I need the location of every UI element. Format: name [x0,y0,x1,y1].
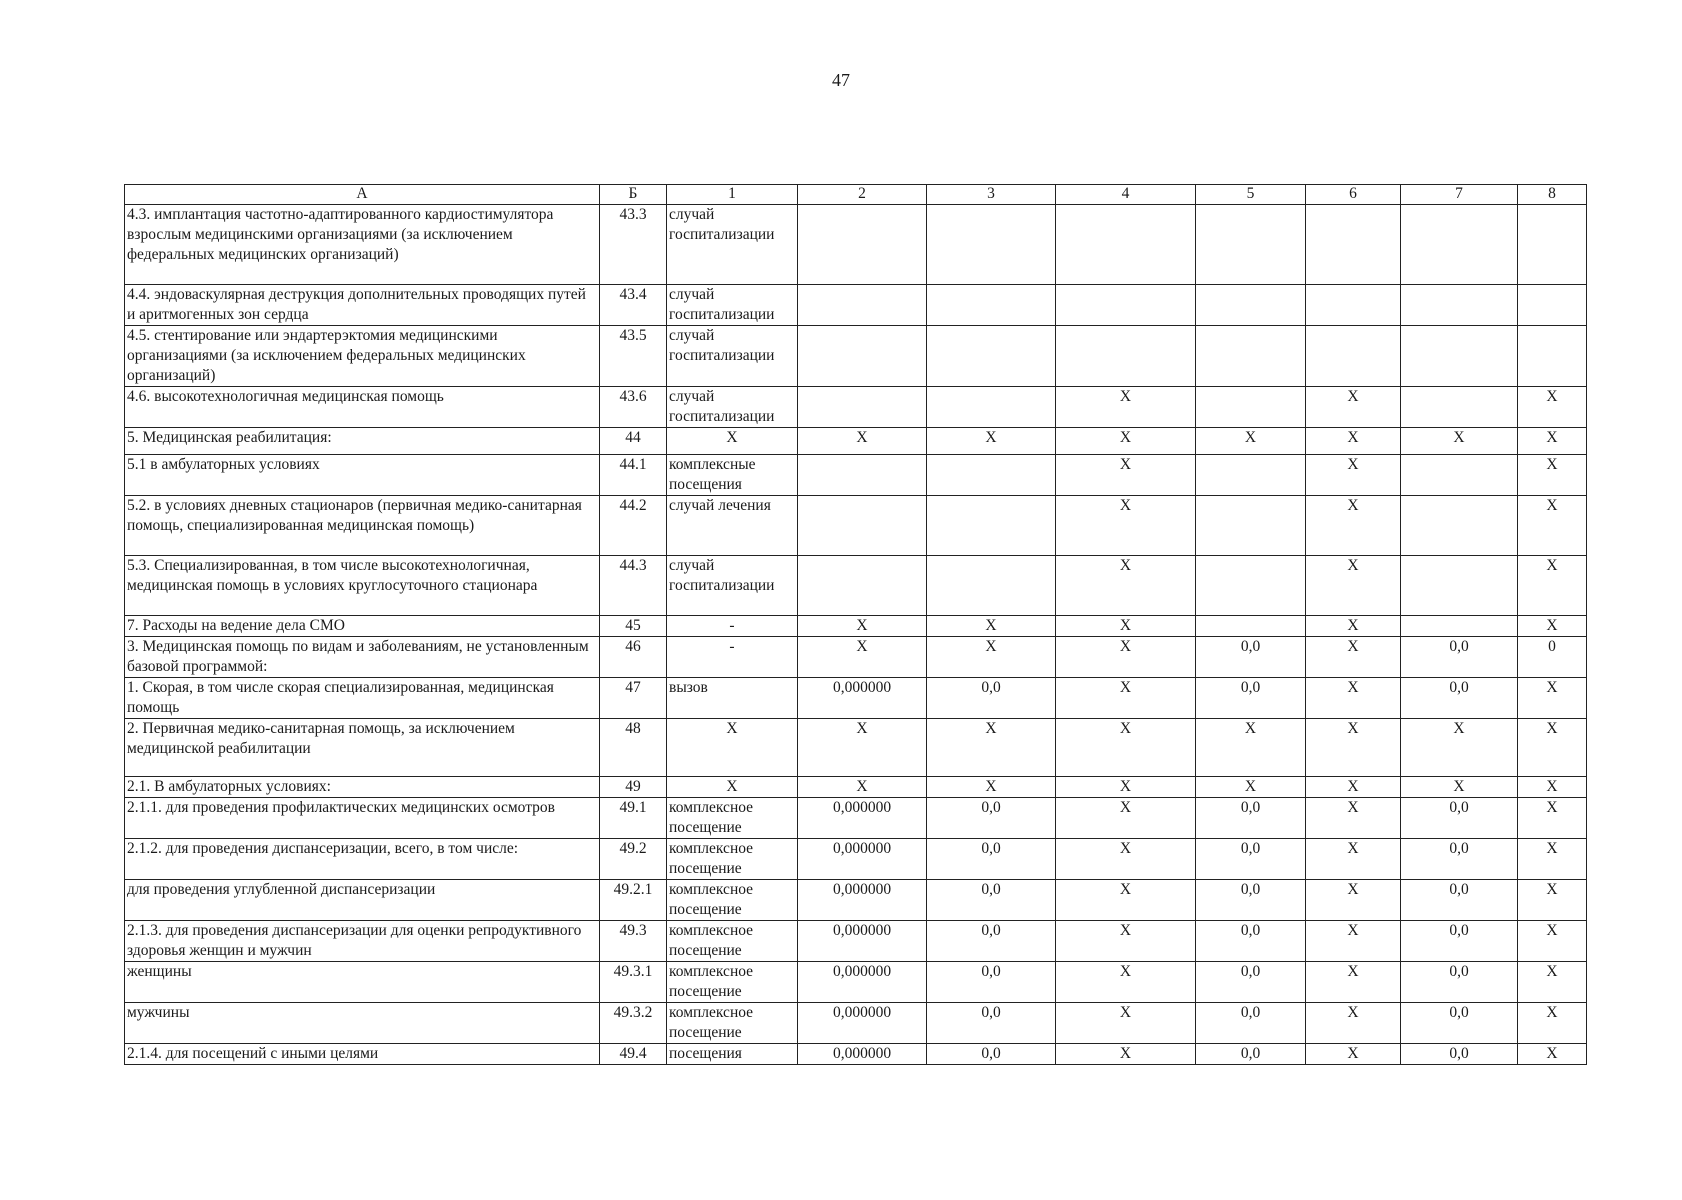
value-cell: 0,000000 [798,1044,927,1065]
value-cell: 0,0 [927,1044,1056,1065]
row-code-cell: 45 [600,616,667,637]
value-cell: X [1518,1044,1587,1065]
value-cell: 0,0 [1401,798,1518,839]
value-cell [1306,285,1401,326]
value-cell: 0,0 [1196,798,1306,839]
value-cell: 0,0 [1196,839,1306,880]
row-unit-cell: комплексные посещения [667,455,798,496]
value-cell: X [1196,777,1306,798]
row-name-cell: 2. Первичная медико-санитарная помощь, за исключением медицинской реабилитации [125,719,600,777]
row-code-cell: 44 [600,428,667,455]
value-cell: X [1518,455,1587,496]
row-unit-cell: посещения [667,1044,798,1065]
value-cell: 0,000000 [798,1003,927,1044]
value-cell: X [1306,839,1401,880]
value-cell [927,556,1056,616]
value-cell [1056,326,1196,387]
column-header: 2 [798,185,927,205]
value-cell: X [1306,678,1401,719]
value-cell [1401,496,1518,556]
value-cell [1518,285,1587,326]
row-name-cell: 2.1.2. для проведения диспансеризации, всего, в том числе: [125,839,600,880]
value-cell: 0,0 [927,678,1056,719]
row-unit-cell: вызов [667,678,798,719]
value-cell [1401,205,1518,285]
row-name-cell: 5. Медицинская реабилитация: [125,428,600,455]
value-cell: 0,000000 [798,880,927,921]
table-row [125,205,1587,285]
value-cell: X [1518,616,1587,637]
value-cell [927,455,1056,496]
row-code-cell: 43.4 [600,285,667,326]
value-cell [1196,616,1306,637]
value-cell: X [1306,637,1401,678]
value-cell [798,205,927,285]
row-unit-cell: комплексное посещение [667,921,798,962]
value-cell: 0,0 [1401,921,1518,962]
value-cell: X [1056,798,1196,839]
value-cell: X [1056,428,1196,455]
row-name-cell: женщины [125,962,600,1003]
row-unit-cell: комплексное посещение [667,1003,798,1044]
value-cell: X [1518,387,1587,428]
row-code-cell: 48 [600,719,667,777]
value-cell [798,285,927,326]
value-cell [1401,326,1518,387]
value-cell: 0,0 [927,921,1056,962]
row-unit-cell: случай госпитализации [667,326,798,387]
value-cell: X [1306,428,1401,455]
table-row [125,616,1587,637]
value-cell: X [927,616,1056,637]
value-cell [1401,455,1518,496]
value-cell: X [798,616,927,637]
value-cell: 0,0 [927,962,1056,1003]
value-cell [1401,556,1518,616]
value-cell [1056,285,1196,326]
row-unit-cell: X [667,719,798,777]
row-unit-cell: случай госпитализации [667,285,798,326]
table-row [125,387,1587,428]
value-cell [927,205,1056,285]
column-header: Б [600,185,667,205]
value-cell: X [1306,921,1401,962]
table-row [125,428,1587,455]
table-row [125,962,1587,1003]
row-name-cell: 7. Расходы на ведение дела СМО [125,616,600,637]
value-cell: X [927,719,1056,777]
table-row [125,921,1587,962]
column-header: 1 [667,185,798,205]
value-cell [927,496,1056,556]
row-unit-cell: комплексное посещение [667,839,798,880]
row-name-cell: 2.1.3. для проведения диспансеризации для оценки репродуктивного здоровья женщин и мужчин [125,921,600,962]
row-name-cell: 1. Скорая, в том числе скорая специализированная, медицинская помощь [125,678,600,719]
value-cell [1306,326,1401,387]
value-cell: X [798,428,927,455]
value-cell: 0,0 [1196,880,1306,921]
value-cell: X [1518,428,1587,455]
value-cell: 0,0 [1196,1003,1306,1044]
value-cell: X [798,777,927,798]
table-body [125,205,1587,1065]
value-cell: 0,0 [927,798,1056,839]
row-code-cell: 44.1 [600,455,667,496]
row-code-cell: 49 [600,777,667,798]
row-name-cell: 4.4. эндоваскулярная деструкция дополнительных проводящих путей и аритмогенных зон сердца [125,285,600,326]
value-cell: 0,000000 [798,839,927,880]
row-code-cell: 49.3.2 [600,1003,667,1044]
value-cell: 0,0 [1196,678,1306,719]
value-cell: 0,000000 [798,962,927,1003]
value-cell: X [1056,719,1196,777]
column-header: 4 [1056,185,1196,205]
value-cell: X [1306,387,1401,428]
value-cell: X [1518,798,1587,839]
value-cell: X [1518,921,1587,962]
column-header: 7 [1401,185,1518,205]
value-cell: 0,0 [1401,678,1518,719]
data-table [124,184,1587,1065]
row-unit-cell: - [667,616,798,637]
table-row [125,798,1587,839]
row-code-cell: 43.3 [600,205,667,285]
row-code-cell: 49.4 [600,1044,667,1065]
row-name-cell: 2.1.1. для проведения профилактических медицинских осмотров [125,798,600,839]
row-code-cell: 49.3 [600,921,667,962]
page-number: 47 [832,70,850,90]
value-cell: X [1056,962,1196,1003]
value-cell [1401,616,1518,637]
row-unit-cell: случай госпитализации [667,556,798,616]
value-cell: X [1518,556,1587,616]
table-row [125,777,1587,798]
value-cell: X [927,428,1056,455]
value-cell: X [1518,839,1587,880]
value-cell: X [1401,777,1518,798]
value-cell: 0,0 [927,880,1056,921]
row-code-cell: 49.1 [600,798,667,839]
column-header: 6 [1306,185,1401,205]
value-cell: X [1518,880,1587,921]
table-row [125,326,1587,387]
value-cell [1196,496,1306,556]
row-name-cell: 4.3. имплантация частотно-адаптированного кардиостимулятора взрослым медицинскими организациями (за исключением федеральных медицинских организаций) [125,205,600,285]
value-cell: X [927,637,1056,678]
value-cell: 0,0 [1401,962,1518,1003]
value-cell [1196,556,1306,616]
row-code-cell: 43.5 [600,326,667,387]
value-cell: X [1306,798,1401,839]
row-unit-cell: X [667,777,798,798]
row-code-cell: 44.2 [600,496,667,556]
row-code-cell: 49.2.1 [600,880,667,921]
value-cell [1401,387,1518,428]
table-row [125,678,1587,719]
value-cell: X [1056,556,1196,616]
value-cell: 0,0 [1196,637,1306,678]
column-header: 5 [1196,185,1306,205]
row-code-cell: 49.3.1 [600,962,667,1003]
value-cell: X [1056,880,1196,921]
value-cell: 0,0 [1196,962,1306,1003]
table-row [125,285,1587,326]
value-cell: 0,0 [1401,637,1518,678]
value-cell [927,326,1056,387]
value-cell [1401,285,1518,326]
value-cell [1518,205,1587,285]
value-cell [798,455,927,496]
value-cell: X [1306,880,1401,921]
row-unit-cell: комплексное посещение [667,880,798,921]
value-cell: 0,0 [927,1003,1056,1044]
value-cell [1518,326,1587,387]
value-cell [798,496,927,556]
value-cell [1196,285,1306,326]
value-cell: X [1056,637,1196,678]
table-row [125,455,1587,496]
value-cell: X [1306,496,1401,556]
value-cell: X [1518,777,1587,798]
row-unit-cell: случай госпитализации [667,387,798,428]
row-unit-cell: - [667,637,798,678]
value-cell: X [1306,556,1401,616]
value-cell [798,387,927,428]
value-cell: X [798,637,927,678]
value-cell: 0,0 [927,839,1056,880]
value-cell: X [1056,496,1196,556]
value-cell: X [1056,777,1196,798]
row-name-cell: мужчины [125,1003,600,1044]
row-name-cell: 5.3. Специализированная, в том числе высокотехнологичная, медицинская помощь в условиях круглосуточного стационара [125,556,600,616]
value-cell: X [1306,1003,1401,1044]
value-cell: X [1056,387,1196,428]
table-row [125,1003,1587,1044]
value-cell: X [1056,839,1196,880]
value-cell: X [1306,616,1401,637]
value-cell: X [1518,496,1587,556]
table-row [125,637,1587,678]
row-name-cell: 3. Медицинская помощь по видам и заболеваниям, не установленным базовой программой: [125,637,600,678]
row-name-cell: для проведения углубленной диспансеризации [125,880,600,921]
value-cell: X [1306,777,1401,798]
value-cell: 0,0 [1401,1044,1518,1065]
row-unit-cell: X [667,428,798,455]
table-row [125,839,1587,880]
row-code-cell: 44.3 [600,556,667,616]
value-cell [1306,205,1401,285]
row-name-cell: 5.2. в условиях дневных стационаров (первичная медико-санитарная помощь, специализированная медицинская помощь) [125,496,600,556]
value-cell: X [927,777,1056,798]
value-cell: 0,0 [1401,839,1518,880]
row-name-cell: 4.5. стентирование или эндартерэктомия медицинскими организациями (за исключением федеральных медицинских организаций) [125,326,600,387]
row-name-cell: 2.1.4. для посещений с иными целями [125,1044,600,1065]
value-cell: 0,0 [1401,880,1518,921]
value-cell [1056,205,1196,285]
row-code-cell: 49.2 [600,839,667,880]
value-cell: X [1518,678,1587,719]
column-header: 3 [927,185,1056,205]
table-row [125,556,1587,616]
value-cell [798,556,927,616]
value-cell: X [1518,1003,1587,1044]
row-code-cell: 47 [600,678,667,719]
value-cell: X [1056,616,1196,637]
row-code-cell: 43.6 [600,387,667,428]
column-header: А [125,185,600,205]
value-cell: 0,0 [1401,1003,1518,1044]
table-row [125,880,1587,921]
row-unit-cell: комплексное посещение [667,798,798,839]
value-cell: X [1056,1044,1196,1065]
row-unit-cell: случай госпитализации [667,205,798,285]
value-cell: 0,0 [1196,1044,1306,1065]
value-cell: 0,000000 [798,798,927,839]
table-row [125,1044,1587,1065]
value-cell [1196,387,1306,428]
value-cell: 0,000000 [798,921,927,962]
value-cell: X [1518,962,1587,1003]
column-header: 8 [1518,185,1587,205]
value-cell: X [1306,719,1401,777]
value-cell: X [1056,921,1196,962]
value-cell: 0 [1518,637,1587,678]
value-cell [1196,205,1306,285]
value-cell: X [1196,428,1306,455]
value-cell: X [1196,719,1306,777]
value-cell: X [1306,962,1401,1003]
row-name-cell: 2.1. В амбулаторных условиях: [125,777,600,798]
row-name-cell: 5.1 в амбулаторных условиях [125,455,600,496]
value-cell: X [1518,719,1587,777]
table-row [125,496,1587,556]
value-cell: X [1401,719,1518,777]
table-header-row [125,185,1587,205]
value-cell: 0,000000 [798,678,927,719]
value-cell [1196,455,1306,496]
value-cell: X [1056,455,1196,496]
value-cell [1196,326,1306,387]
row-unit-cell: случай лечения [667,496,798,556]
value-cell: X [1056,678,1196,719]
value-cell [927,285,1056,326]
row-code-cell: 46 [600,637,667,678]
value-cell: X [1401,428,1518,455]
value-cell: X [1306,455,1401,496]
value-cell: X [1306,1044,1401,1065]
row-name-cell: 4.6. высокотехнологичная медицинская помощь [125,387,600,428]
table-row [125,719,1587,777]
value-cell [927,387,1056,428]
value-cell: X [798,719,927,777]
value-cell: 0,0 [1196,921,1306,962]
row-unit-cell: комплексное посещение [667,962,798,1003]
value-cell [798,326,927,387]
value-cell: X [1056,1003,1196,1044]
